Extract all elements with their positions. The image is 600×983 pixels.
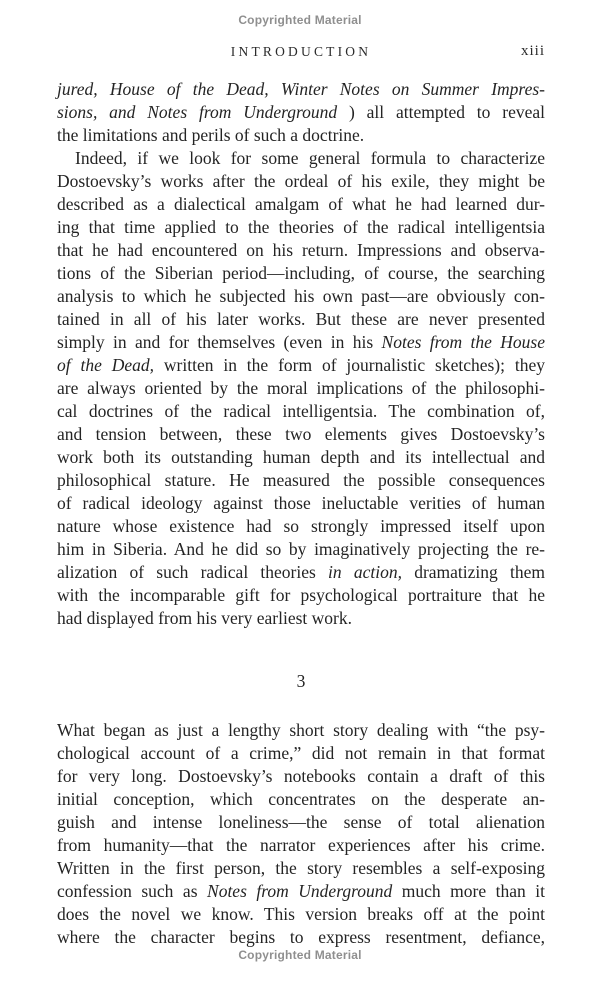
text-segment: Indeed, if we look for some general formula to characterize: [75, 148, 545, 168]
section-number: 3: [296, 671, 306, 691]
text-segment: initial conception, which concentrates on the desperate an-: [57, 789, 545, 809]
text-line: [57, 834, 545, 857]
text-line: [57, 607, 545, 630]
text-line: [57, 811, 545, 834]
paragraph: [57, 719, 545, 949]
text-segment: tained in all of his later works. But these are never presented: [57, 309, 545, 329]
text-line: [57, 170, 545, 193]
text-segment: with the incomparable gift for psychological portraiture that he: [57, 585, 545, 605]
text-segment: nature whose existence had so strongly impressed itself upon: [57, 516, 545, 536]
text-line: [57, 308, 545, 331]
text-line: [57, 469, 545, 492]
text-segment: much more than it: [392, 881, 545, 901]
text-segment: where the character begins to express resentment, defiance,: [57, 927, 545, 947]
text-segment: cal doctrines of the radical intelligentsia. The combination of,: [57, 401, 545, 421]
text-line: [57, 101, 545, 124]
text-segment: analysis to which he subjected his own past—are obviously con-: [57, 286, 545, 306]
page-number: xiii: [520, 43, 545, 59]
text-line: [57, 423, 545, 446]
text-segment: for very long. Dostoevsky’s notebooks contain a draft of this: [57, 766, 545, 786]
page-body: [57, 78, 545, 949]
text-line: [57, 124, 545, 147]
italic-text-segment: Notes from Underground: [207, 881, 393, 901]
italic-text-segment: in action,: [328, 562, 402, 582]
text-segment: the limitations and perils of such a doctrine.: [57, 125, 365, 145]
text-line: [57, 354, 545, 377]
text-line: [57, 262, 545, 285]
italic-text-segment: Notes from the House: [381, 332, 545, 352]
text-line: [57, 331, 545, 354]
text-segment: that he had encountered on his return. Impressions and observa-: [57, 240, 545, 260]
text-line: [57, 78, 545, 101]
running-header: [57, 43, 545, 61]
text-segment: Dostoevsky’s works after the ordeal of his exile, they might be: [57, 171, 545, 191]
text-line: [57, 561, 545, 584]
text-segment: had displayed from his very earliest work.: [57, 608, 352, 628]
text-segment: simply in and for themselves (even in his: [57, 332, 382, 352]
text-segment: work both its outstanding human depth and its intellectual and: [57, 447, 545, 467]
paragraph-group-1: [57, 78, 545, 630]
text-segment: from humanity—that the narrator experiences after his crime.: [57, 835, 545, 855]
italic-text-segment: jured, House of the Dead, Winter Notes on Summer Impres-: [57, 79, 545, 99]
paragraph: [57, 78, 545, 147]
text-line: [57, 515, 545, 538]
text-line: [57, 285, 545, 308]
text-segment: ing that time applied to the theories of the radical intelligentsia: [57, 217, 545, 237]
text-segment: him in Siberia. And he did so by imaginatively projecting the re-: [57, 539, 545, 559]
italic-text-segment: of the Dead,: [57, 355, 155, 375]
running-header-title: INTRODUCTION: [230, 44, 372, 59]
text-line: [57, 492, 545, 515]
text-line: [57, 719, 545, 742]
text-segment: philosophical stature. He measured the possible consequences: [57, 470, 545, 490]
paragraph-group-2: [57, 719, 545, 949]
text-line: [57, 880, 545, 903]
italic-text-segment: sions, and Notes from Underground: [57, 102, 338, 122]
text-segment: confession such as: [57, 881, 208, 901]
text-segment: of radical ideology against those ineluctable verities of human: [57, 493, 545, 513]
text-segment: What began as just a lengthy short story dealing with “the psy-: [57, 720, 545, 740]
text-line: [57, 538, 545, 561]
text-segment: dramatizing them: [401, 562, 545, 582]
text-segment: chological account of a crime,” did not remain in that format: [57, 743, 545, 763]
copyright-watermark-top: Copyrighted Material: [238, 13, 362, 27]
text-segment: alization of such radical theories: [57, 562, 329, 582]
text-line: [57, 765, 545, 788]
text-segment: tions of the Siberian period—including, of course, the searching: [57, 263, 545, 283]
text-line: [57, 400, 545, 423]
paragraph: [57, 147, 545, 630]
text-segment: does the novel we know. This version breaks off at the point: [57, 904, 545, 924]
text-segment: described as a dialectical amalgam of what he had learned dur-: [57, 194, 545, 214]
text-line: [57, 903, 545, 926]
text-line: [57, 584, 545, 607]
text-segment: Written in the first person, the story resembles a self-exposing: [57, 858, 545, 878]
copyright-watermark-bottom: Copyrighted Material: [238, 948, 362, 962]
text-segment: are always oriented by the moral implications of the philosophi-: [57, 378, 545, 398]
text-line: [57, 239, 545, 262]
text-line: [57, 788, 545, 811]
text-segment: guish and intense loneliness—the sense of total alienation: [57, 812, 545, 832]
text-line: [57, 377, 545, 400]
text-line: [57, 926, 545, 949]
text-line: [57, 216, 545, 239]
text-line: [57, 147, 545, 170]
text-line: [57, 446, 545, 469]
text-line: [57, 742, 545, 765]
text-line: [57, 857, 545, 880]
text-line: [57, 193, 545, 216]
text-segment: ) all attempted to reveal: [337, 102, 545, 122]
text-segment: and tension between, these two elements gives Dostoevsky’s: [57, 424, 545, 444]
text-segment: written in the form of journalistic sketches); they: [154, 355, 545, 375]
